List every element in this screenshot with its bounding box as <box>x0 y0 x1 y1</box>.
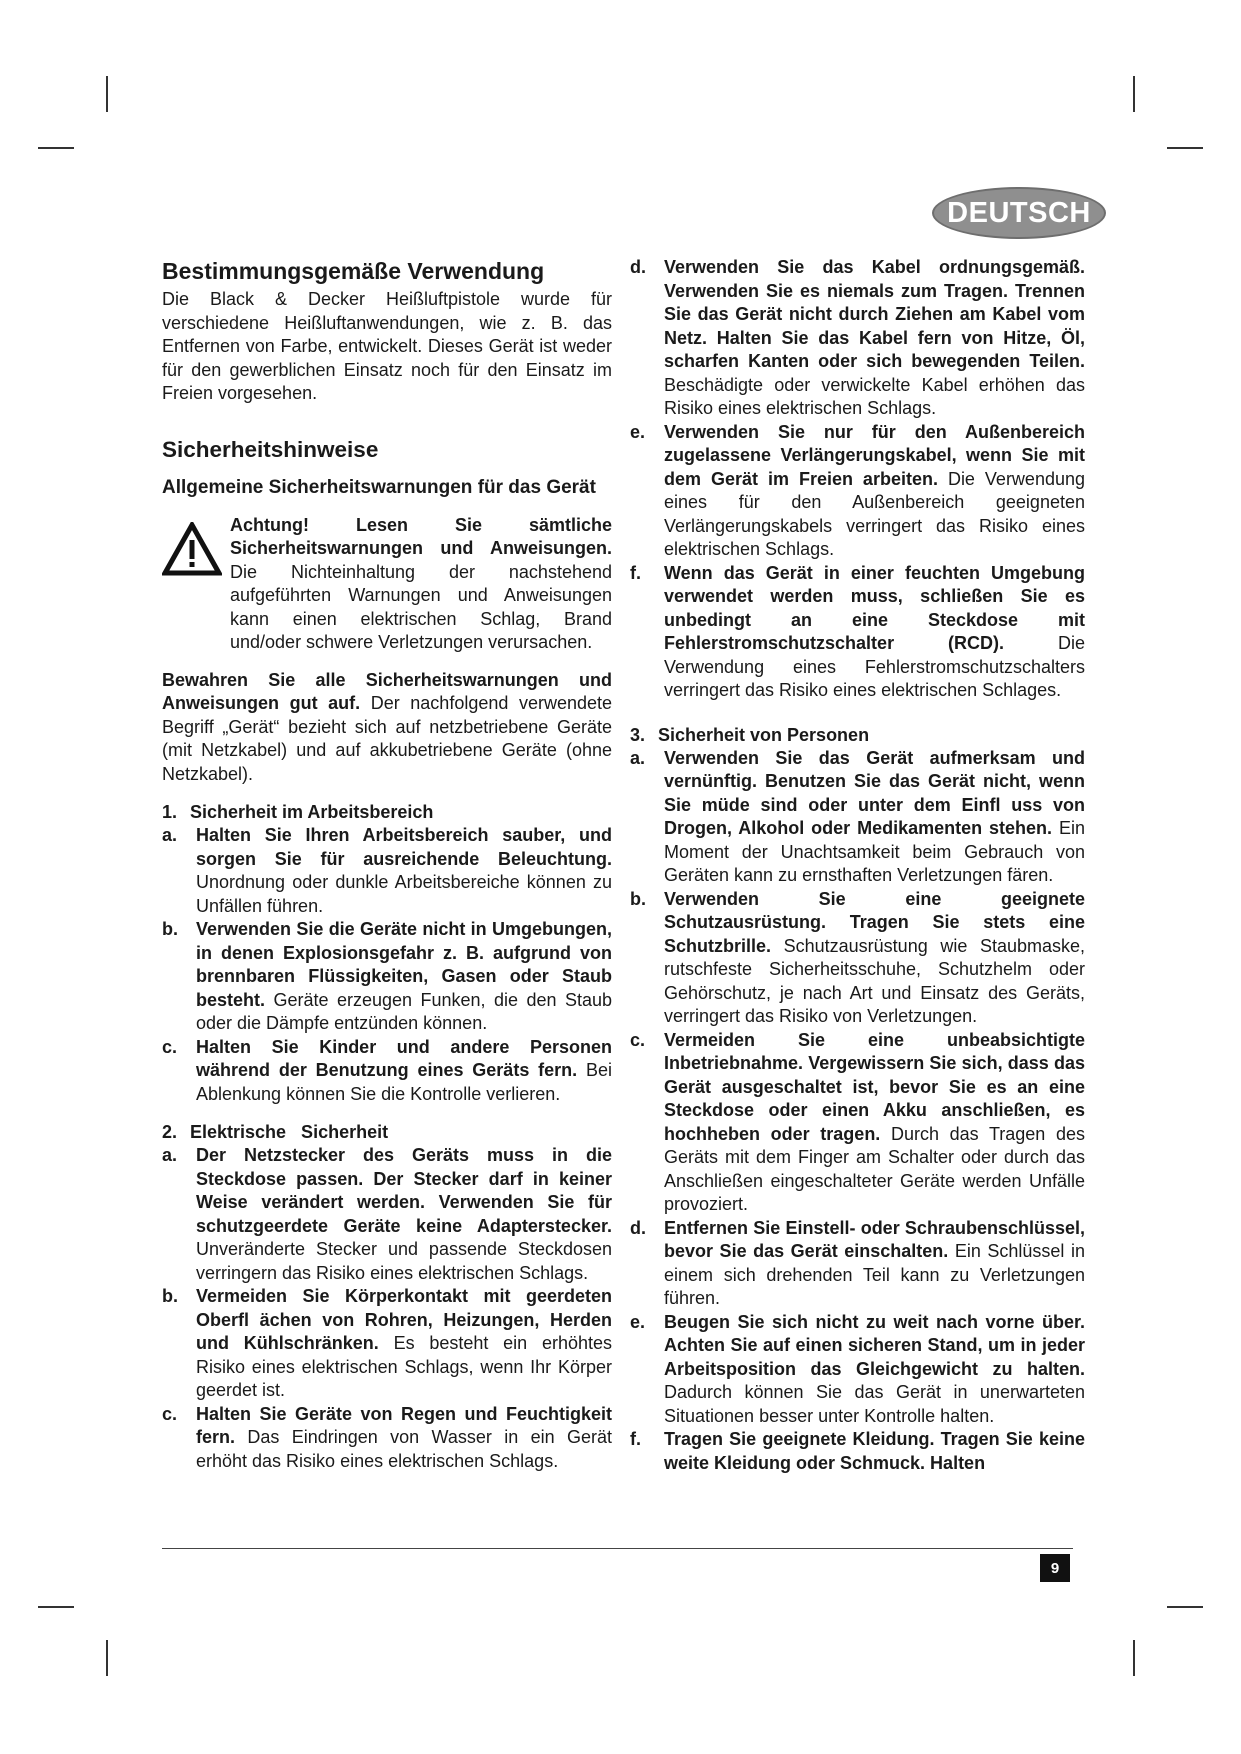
section-title: Sicherheit von Personen <box>658 724 870 745</box>
list-item: b. Verwenden Sie eine geeignete Schutzausrüstung. Tragen Sie stets eine Schutzbrille. Schutzausrüstung wie Staubmaske, rutschfeste Sicherheitsschuhe, Schutzhelm oder Gehörschutz, je nach Art und Einsatz des Geräts, verringert das Risiko von Verletzungen. <box>630 888 1085 1026</box>
right-column <box>630 256 1085 1475</box>
list-item: a. Verwenden Sie das Gerät aufmerksam und vernünftig. Benutzen Sie das Gerät nicht, wenn Sie müde sind oder unter dem Einfl uss von Drogen, Alkohol oder Medikamenten stehen. Ein Moment der Unachtsamkeit beim Gebrauch von Geräten kann zu ernsthaften Verletzungen fären. <box>630 747 1085 885</box>
page-number: 9 <box>1040 1554 1070 1582</box>
crop-mark <box>38 147 74 149</box>
crop-mark <box>1133 76 1135 112</box>
list-item: c. Vermeiden Sie eine unbeabsichtigte Inbetriebnahme. Vergewissern Sie sich, dass das Gerät ausgeschaltet ist, bevor Sie es an eine Steckdose oder einen Akku anschließen, es hochheben oder tragen. Durch das Tragen des Geräts mit dem Finger am Schalter oder durch das Anschließen eingeschalteter Geräte werden Unfälle provoziert. <box>630 1029 1085 1214</box>
keep-instructions <box>162 669 612 787</box>
list-item: c. Halten Sie Kinder und andere Personen während der Benutzung eines Geräts fern. Bei Ablenkung können Sie die Kontrolle verlieren. <box>162 1036 612 1104</box>
list-item: e. Verwenden Sie nur für den Außenbereich zugelassene Verlängerungskabel, wenn Sie mit dem Gerät im Freien arbeiten. Die Verwendung eines für den Außenbereich geeigneten Verlängerungskabels verringert das Risiko eines elektrischen Schlags. <box>630 421 1085 559</box>
section-2-heading <box>162 1120 612 1144</box>
crop-mark <box>106 1640 108 1676</box>
language-badge: DEUTSCH <box>932 187 1106 239</box>
list-item: a. Der Netzstecker des Geräts muss in die Steckdose passen. Der Stecker darf in keiner Weise verändert werden. Verwenden Sie für schutzgeerdete Geräte keine Adapterstecker. Unveränderte Stecker und passende Steckdosen verringern das Risiko eines elektrischen Schlags. <box>162 1145 612 1283</box>
section-3-heading <box>630 723 1085 747</box>
safety-subheading: Allgemeine Sicherheitswarnungen für das Gerät <box>162 476 596 498</box>
warning-text <box>230 514 612 655</box>
list-item: e. Beugen Sie sich nicht zu weit nach vorne über. Achten Sie auf einen sicheren Stand, um in jeder Arbeitsposition das Gleichgewicht zu halten. Dadurch können Sie das Gerät in unerwarteten Situationen besser unter Kontrolle halten. <box>630 1311 1085 1426</box>
crop-mark <box>106 76 108 112</box>
safety-heading: Sicherheitshinweise <box>162 436 379 462</box>
list-item: d. Entfernen Sie Einstell- oder Schraubenschlüssel, bevor Sie das Gerät einschalten. Ein Schlüssel in einem sich drehenden Teil kann zu Verletzungen führen. <box>630 1217 1085 1308</box>
section-title: Elektrische Sicherheit <box>190 1122 389 1142</box>
section-number: 2. <box>162 1122 178 1142</box>
list-item: c. Halten Sie Geräte von Regen und Feuchtigkeit fern. Das Eindringen von Wasser in ein Gerät erhöht das Risiko eines elektrischen Schlags. <box>162 1403 612 1471</box>
crop-mark <box>38 1606 74 1608</box>
list-item: b. Verwenden Sie die Geräte nicht in Umgebungen, in denen Explosionsgefahr z. B. aufgrund von brennbaren Flüssigkeiten, Gasen oder Staub besteht. Geräte erzeugen Funken, die den Staub oder die Dämpfe entzünden können. <box>162 919 612 1033</box>
intended-use-text: Die Black & Decker Heißluftpistole wurde für verschiedene Heißluftanwendungen, wie z. B. das Entfernen von Farbe, entwickelt. Dieses Gerät ist weder für den gewerblichen Einsatz noch für den Einsatz im Freien vorgesehen. <box>162 289 612 403</box>
section-number: 1. <box>162 802 178 822</box>
list-item: f. Wenn das Gerät in einer feuchten Umgebung verwendet werden muss, schließen Sie es unbedingt an eine Steckdose mit Fehlerstromschutzschalter (RCD). Die Verwendung eines Fehlerstromschutzschalters verringert das Risiko eines elektrischen Schlages. <box>630 562 1086 700</box>
keep-bold: Bewahren Sie alle Sicherheitswarnungen und Anweisungen gut auf. <box>162 669 612 713</box>
warning-block <box>162 514 612 655</box>
section-1-heading <box>162 800 612 824</box>
warning-triangle-icon <box>162 522 222 576</box>
warning-body: Die Nichteinhaltung der nachstehend aufgeführten Warnungen und Anweisungen kann einen elektrischen Schlag, Brand und/oder schwere Verletzungen verursachen. <box>230 561 612 652</box>
section-number: 3. <box>630 724 646 745</box>
section-title: Sicherheit im Arbeitsbereich <box>190 802 434 822</box>
intended-use-heading: Bestimmungsgemäße Verwendung <box>162 258 545 284</box>
list-item: f. Tragen Sie geeignete Kleidung. Tragen Sie keine weite Kleidung oder Schmuck. Halten <box>630 1429 1085 1473</box>
list-item: a. Halten Sie Ihren Arbeitsbereich sauber, und sorgen Sie für ausreichende Beleuchtung. Unordnung oder dunkle Arbeitsbereiche können zu Unfällen führen. <box>162 825 612 916</box>
keep-body: Der nachfolgend verwendete Begriff „Gerät“ bezieht sich auf netzbetriebene Geräte (mit Netzkabel) und auf akkubetriebene Geräte (ohne Netzkabel). <box>162 693 612 784</box>
crop-mark <box>1133 1640 1135 1676</box>
warning-bold: Achtung! Lesen Sie sämtliche Sicherheitswarnungen und Anweisungen. <box>230 514 612 558</box>
footer-rule <box>162 1548 1073 1549</box>
crop-mark <box>1167 147 1203 149</box>
list-item: d. Verwenden Sie das Kabel ordnungsgemäß. Verwenden Sie es niemals zum Tragen. Trennen Sie das Gerät nicht durch Ziehen am Kabel vom Netz. Halten Sie das Kabel fern von Hitze, Öl, scharfen Kanten oder sich bewegenden Teilen. Beschädigte oder verwickelte Kabel erhöhen das Risiko eines elektrischen Schlags. <box>630 257 1085 418</box>
crop-mark <box>1167 1606 1203 1608</box>
list-item: b. Vermeiden Sie Körperkontakt mit geerdeten Oberfl ächen von Rohren, Heizungen, Herden und Kühlschränken. Es besteht ein erhöhtes Risiko eines elektrischen Schlags, wenn Ihr Körper geerdet ist. <box>162 1286 612 1400</box>
left-column <box>162 256 612 1473</box>
